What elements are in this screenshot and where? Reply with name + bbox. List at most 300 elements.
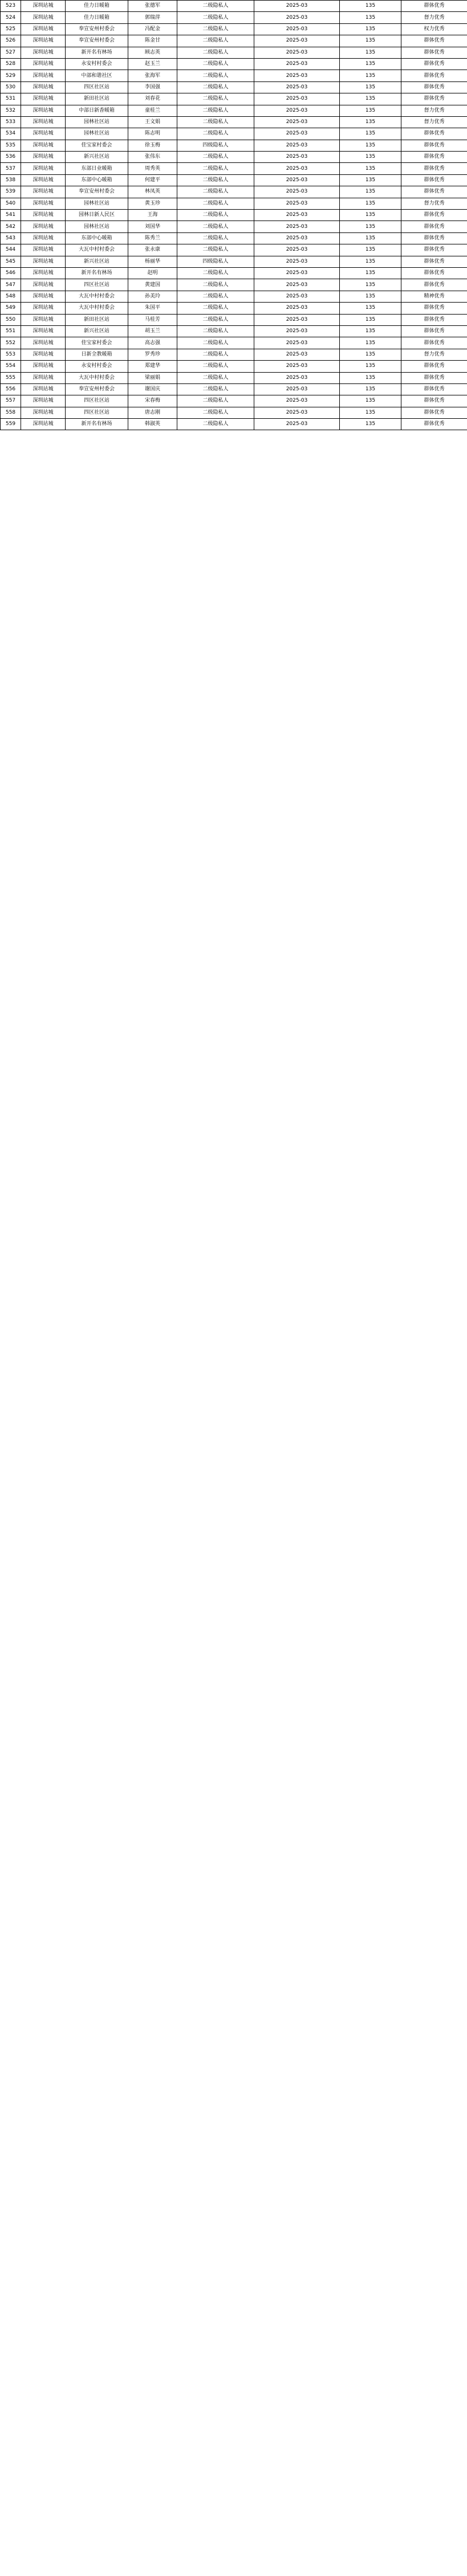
year-month: 2025-03 <box>254 12 340 23</box>
unit-name: 新田社区站 <box>66 93 128 105</box>
rating-label: 群体优秀 <box>401 93 467 105</box>
person-name: 郑建华 <box>128 361 177 372</box>
amount-value: 135 <box>340 174 401 186</box>
row-number: 556 <box>1 383 21 395</box>
amount-value: 135 <box>340 361 401 372</box>
amount-value: 135 <box>340 198 401 209</box>
unit-name: 日新全教暖箱 <box>66 349 128 360</box>
table-row <box>1 198 467 209</box>
row-number: 531 <box>1 93 21 105</box>
amount-value: 135 <box>340 279 401 291</box>
person-name: 李国强 <box>128 81 177 93</box>
region-name: 深圳站城 <box>21 23 66 35</box>
person-name: 孙美玲 <box>128 291 177 302</box>
table-row <box>1 70 467 81</box>
region-name: 深圳站城 <box>21 244 66 256</box>
rating-label: 权力优秀 <box>401 23 467 35</box>
rating-label: 群体优秀 <box>401 372 467 383</box>
table-row <box>1 140 467 151</box>
rating-label: 群体优秀 <box>401 244 467 256</box>
row-number: 557 <box>1 395 21 407</box>
category-label: 四级隐私人 <box>177 256 254 267</box>
unit-name: 东部中心暖箱 <box>66 232 128 244</box>
category-label: 二级隐私人 <box>177 407 254 418</box>
row-number: 553 <box>1 349 21 360</box>
year-month: 2025-03 <box>254 105 340 116</box>
unit-name: 大瓦中村村委会 <box>66 303 128 314</box>
amount-value: 135 <box>340 116 401 128</box>
category-label: 二级隐私人 <box>177 152 254 163</box>
table-row <box>1 267 467 279</box>
category-label: 二级隐私人 <box>177 314 254 325</box>
rating-label: 群体优秀 <box>401 232 467 244</box>
table-row <box>1 407 467 418</box>
person-name: 张海军 <box>128 70 177 81</box>
year-month: 2025-03 <box>254 174 340 186</box>
row-number: 548 <box>1 291 21 302</box>
region-name: 深圳站城 <box>21 314 66 325</box>
row-number: 523 <box>1 1 21 12</box>
unit-name: 园林社区站 <box>66 198 128 209</box>
region-name: 深圳站城 <box>21 291 66 302</box>
unit-name: 新兴社区站 <box>66 256 128 267</box>
table-row <box>1 337 467 349</box>
person-name: 杨丽华 <box>128 256 177 267</box>
table-row <box>1 186 467 198</box>
row-number: 529 <box>1 70 21 81</box>
rating-label: 群体优秀 <box>401 186 467 198</box>
table-row <box>1 105 467 116</box>
region-name: 深圳站城 <box>21 210 66 221</box>
unit-name: 园林社区站 <box>66 221 128 232</box>
amount-value: 135 <box>340 70 401 81</box>
amount-value: 135 <box>340 349 401 360</box>
row-number: 545 <box>1 256 21 267</box>
rating-label: 群体优秀 <box>401 210 467 221</box>
year-month: 2025-03 <box>254 349 340 360</box>
category-label: 二级隐私人 <box>177 361 254 372</box>
row-number: 524 <box>1 12 21 23</box>
region-name: 深圳站城 <box>21 93 66 105</box>
amount-value: 135 <box>340 163 401 174</box>
row-number: 550 <box>1 314 21 325</box>
region-name: 深圳站城 <box>21 372 66 383</box>
row-number: 544 <box>1 244 21 256</box>
region-name: 深圳站城 <box>21 349 66 360</box>
amount-value: 135 <box>340 12 401 23</box>
region-name: 深圳站城 <box>21 70 66 81</box>
roster-table-body <box>1 1 467 430</box>
table-row <box>1 47 467 58</box>
row-number: 538 <box>1 174 21 186</box>
table-row <box>1 152 467 163</box>
row-number: 525 <box>1 23 21 35</box>
year-month: 2025-03 <box>254 419 340 430</box>
year-month: 2025-03 <box>254 1 340 12</box>
table-row <box>1 303 467 314</box>
person-name: 林凤英 <box>128 186 177 198</box>
rating-label: 群体优秀 <box>401 337 467 349</box>
rating-label: 群体优秀 <box>401 419 467 430</box>
unit-name: 园林日新人民区 <box>66 210 128 221</box>
table-row <box>1 383 467 395</box>
category-label: 二级隐私人 <box>177 279 254 291</box>
table-row <box>1 174 467 186</box>
category-label: 二级隐私人 <box>177 267 254 279</box>
category-label: 二级隐私人 <box>177 128 254 140</box>
rating-label: 群体优秀 <box>401 128 467 140</box>
row-number: 554 <box>1 361 21 372</box>
year-month: 2025-03 <box>254 58 340 70</box>
rating-label: 群体优秀 <box>401 47 467 58</box>
row-number: 551 <box>1 325 21 337</box>
table-row <box>1 279 467 291</box>
amount-value: 135 <box>340 186 401 198</box>
year-month: 2025-03 <box>254 372 340 383</box>
person-name: 陈金甘 <box>128 35 177 47</box>
category-label: 二级隐私人 <box>177 116 254 128</box>
unit-name: 新兴社区站 <box>66 152 128 163</box>
category-label: 二级隐私人 <box>177 337 254 349</box>
region-name: 深圳站城 <box>21 81 66 93</box>
amount-value: 135 <box>340 395 401 407</box>
row-number: 541 <box>1 210 21 221</box>
row-number: 540 <box>1 198 21 209</box>
row-number: 558 <box>1 407 21 418</box>
category-label: 二级隐私人 <box>177 47 254 58</box>
amount-value: 135 <box>340 383 401 395</box>
person-name: 刘春花 <box>128 93 177 105</box>
region-name: 深圳站城 <box>21 198 66 209</box>
person-name: 陈志明 <box>128 128 177 140</box>
year-month: 2025-03 <box>254 244 340 256</box>
region-name: 深圳站城 <box>21 325 66 337</box>
row-number: 532 <box>1 105 21 116</box>
row-number: 534 <box>1 128 21 140</box>
rating-label: 群体优秀 <box>401 1 467 12</box>
year-month: 2025-03 <box>254 256 340 267</box>
person-name: 周秀英 <box>128 163 177 174</box>
region-name: 深圳站城 <box>21 128 66 140</box>
year-month: 2025-03 <box>254 93 340 105</box>
person-name: 赵玉兰 <box>128 58 177 70</box>
person-name: 张德军 <box>128 1 177 12</box>
rating-label: 督力优秀 <box>401 198 467 209</box>
row-number: 527 <box>1 47 21 58</box>
category-label: 二级隐私人 <box>177 81 254 93</box>
table-row <box>1 349 467 360</box>
unit-name: 大瓦中村村委会 <box>66 372 128 383</box>
amount-value: 135 <box>340 47 401 58</box>
unit-name: 大瓦中村村委会 <box>66 291 128 302</box>
unit-name: 新开名有林场 <box>66 47 128 58</box>
region-name: 深圳站城 <box>21 163 66 174</box>
table-row <box>1 314 467 325</box>
person-name: 罗秀珍 <box>128 349 177 360</box>
category-label: 二级隐私人 <box>177 210 254 221</box>
unit-name: 四区社区站 <box>66 395 128 407</box>
year-month: 2025-03 <box>254 23 340 35</box>
rating-label: 督力优秀 <box>401 105 467 116</box>
rating-label: 群体优秀 <box>401 279 467 291</box>
row-number: 559 <box>1 419 21 430</box>
region-name: 深圳站城 <box>21 152 66 163</box>
amount-value: 135 <box>340 152 401 163</box>
amount-value: 135 <box>340 314 401 325</box>
rating-label: 群体优秀 <box>401 383 467 395</box>
table-row <box>1 163 467 174</box>
unit-name: 永安村村委会 <box>66 58 128 70</box>
year-month: 2025-03 <box>254 314 340 325</box>
category-label: 二级隐私人 <box>177 12 254 23</box>
rating-label: 精神优秀 <box>401 291 467 302</box>
category-label: 二级隐私人 <box>177 349 254 360</box>
rating-label: 群体优秀 <box>401 35 467 47</box>
amount-value: 135 <box>340 303 401 314</box>
region-name: 深圳站城 <box>21 361 66 372</box>
row-number: 536 <box>1 152 21 163</box>
row-number: 546 <box>1 267 21 279</box>
year-month: 2025-03 <box>254 232 340 244</box>
year-month: 2025-03 <box>254 291 340 302</box>
year-month: 2025-03 <box>254 395 340 407</box>
region-name: 深圳站城 <box>21 186 66 198</box>
region-name: 深圳站城 <box>21 12 66 23</box>
year-month: 2025-03 <box>254 35 340 47</box>
person-name: 童桂兰 <box>128 105 177 116</box>
year-month: 2025-03 <box>254 210 340 221</box>
rating-label: 群体优秀 <box>401 152 467 163</box>
table-row <box>1 232 467 244</box>
rating-label: 群体优秀 <box>401 81 467 93</box>
amount-value: 135 <box>340 140 401 151</box>
region-name: 深圳站城 <box>21 256 66 267</box>
amount-value: 135 <box>340 267 401 279</box>
person-name: 顾志英 <box>128 47 177 58</box>
amount-value: 135 <box>340 128 401 140</box>
unit-name: 新兴社区站 <box>66 325 128 337</box>
region-name: 深圳站城 <box>21 279 66 291</box>
category-label: 四级隐私人 <box>177 140 254 151</box>
year-month: 2025-03 <box>254 186 340 198</box>
table-row <box>1 58 467 70</box>
person-name: 陈秀兰 <box>128 232 177 244</box>
unit-name: 中部和谐社区 <box>66 70 128 81</box>
category-label: 二级隐私人 <box>177 163 254 174</box>
region-name: 深圳站城 <box>21 383 66 395</box>
year-month: 2025-03 <box>254 407 340 418</box>
person-name: 王文娟 <box>128 116 177 128</box>
row-number: 530 <box>1 81 21 93</box>
year-month: 2025-03 <box>254 81 340 93</box>
amount-value: 135 <box>340 407 401 418</box>
region-name: 深圳站城 <box>21 140 66 151</box>
unit-name: 中部日新香暖箱 <box>66 105 128 116</box>
year-month: 2025-03 <box>254 325 340 337</box>
unit-name: 四区社区站 <box>66 81 128 93</box>
year-month: 2025-03 <box>254 128 340 140</box>
table-row <box>1 93 467 105</box>
table-row <box>1 128 467 140</box>
rating-label: 群体优秀 <box>401 361 467 372</box>
person-name: 刘国华 <box>128 221 177 232</box>
person-name: 朱国平 <box>128 303 177 314</box>
unit-name: 大瓦中村村委会 <box>66 244 128 256</box>
amount-value: 135 <box>340 221 401 232</box>
table-row <box>1 35 467 47</box>
row-number: 535 <box>1 140 21 151</box>
region-name: 深圳站城 <box>21 407 66 418</box>
category-label: 二级隐私人 <box>177 105 254 116</box>
table-row <box>1 325 467 337</box>
person-name: 何建平 <box>128 174 177 186</box>
year-month: 2025-03 <box>254 70 340 81</box>
rating-label: 群体优秀 <box>401 325 467 337</box>
region-name: 深圳站城 <box>21 337 66 349</box>
table-row <box>1 1 467 12</box>
table-row <box>1 81 467 93</box>
person-name: 马桂芳 <box>128 314 177 325</box>
category-label: 二级隐私人 <box>177 221 254 232</box>
year-month: 2025-03 <box>254 383 340 395</box>
rating-label: 群体优秀 <box>401 395 467 407</box>
category-label: 二级隐私人 <box>177 291 254 302</box>
category-label: 二级隐私人 <box>177 232 254 244</box>
table-row <box>1 291 467 302</box>
rating-label: 群体优秀 <box>401 407 467 418</box>
rating-label: 督力优秀 <box>401 349 467 360</box>
unit-name: 佳宝家村委会 <box>66 140 128 151</box>
row-number: 543 <box>1 232 21 244</box>
year-month: 2025-03 <box>254 198 340 209</box>
category-label: 二级隐私人 <box>177 1 254 12</box>
category-label: 二级隐私人 <box>177 70 254 81</box>
table-row <box>1 372 467 383</box>
region-name: 深圳站城 <box>21 419 66 430</box>
unit-name: 东部日业暖箱 <box>66 163 128 174</box>
table-row <box>1 244 467 256</box>
amount-value: 135 <box>340 291 401 302</box>
amount-value: 135 <box>340 244 401 256</box>
rating-label: 群体优秀 <box>401 314 467 325</box>
region-name: 深圳站城 <box>21 232 66 244</box>
year-month: 2025-03 <box>254 163 340 174</box>
category-label: 二级隐私人 <box>177 303 254 314</box>
person-name: 宋春梅 <box>128 395 177 407</box>
person-name: 冯配金 <box>128 23 177 35</box>
roster-table <box>0 0 467 430</box>
person-name: 黄玉珍 <box>128 198 177 209</box>
unit-name: 新开名有林场 <box>66 419 128 430</box>
amount-value: 135 <box>340 419 401 430</box>
table-row <box>1 395 467 407</box>
unit-name: 园林社区站 <box>66 116 128 128</box>
year-month: 2025-03 <box>254 116 340 128</box>
year-month: 2025-03 <box>254 47 340 58</box>
region-name: 深圳站城 <box>21 58 66 70</box>
unit-name: 新开名有林场 <box>66 267 128 279</box>
unit-name: 四区社区站 <box>66 279 128 291</box>
rating-label: 群体优秀 <box>401 174 467 186</box>
category-label: 二级隐私人 <box>177 93 254 105</box>
unit-name: 四区社区站 <box>66 407 128 418</box>
row-number: 528 <box>1 58 21 70</box>
unit-name: 奉宣安州村委会 <box>66 186 128 198</box>
amount-value: 135 <box>340 337 401 349</box>
person-name: 张永康 <box>128 244 177 256</box>
amount-value: 135 <box>340 256 401 267</box>
rating-label: 群体优秀 <box>401 267 467 279</box>
region-name: 深圳站城 <box>21 174 66 186</box>
category-label: 二级隐私人 <box>177 198 254 209</box>
table-row <box>1 116 467 128</box>
category-label: 二级隐私人 <box>177 58 254 70</box>
region-name: 深圳站城 <box>21 267 66 279</box>
year-month: 2025-03 <box>254 221 340 232</box>
rating-label: 群体优秀 <box>401 163 467 174</box>
amount-value: 135 <box>340 210 401 221</box>
year-month: 2025-03 <box>254 337 340 349</box>
year-month: 2025-03 <box>254 140 340 151</box>
amount-value: 135 <box>340 1 401 12</box>
person-name: 谢国庆 <box>128 383 177 395</box>
unit-name: 新田社区站 <box>66 314 128 325</box>
person-name: 唐志刚 <box>128 407 177 418</box>
person-name: 黄建国 <box>128 279 177 291</box>
year-month: 2025-03 <box>254 267 340 279</box>
amount-value: 135 <box>340 325 401 337</box>
rating-label: 群体优秀 <box>401 58 467 70</box>
year-month: 2025-03 <box>254 361 340 372</box>
rating-label: 督力优秀 <box>401 116 467 128</box>
amount-value: 135 <box>340 105 401 116</box>
amount-value: 135 <box>340 93 401 105</box>
year-month: 2025-03 <box>254 279 340 291</box>
rating-label: 群体优秀 <box>401 303 467 314</box>
amount-value: 135 <box>340 23 401 35</box>
year-month: 2025-03 <box>254 303 340 314</box>
region-name: 深圳站城 <box>21 395 66 407</box>
person-name: 徐玉梅 <box>128 140 177 151</box>
category-label: 二级隐私人 <box>177 419 254 430</box>
row-number: 542 <box>1 221 21 232</box>
category-label: 二级隐私人 <box>177 325 254 337</box>
unit-name: 佳宝家村委会 <box>66 337 128 349</box>
region-name: 深圳站城 <box>21 47 66 58</box>
person-name: 王海 <box>128 210 177 221</box>
rating-label: 群体优秀 <box>401 256 467 267</box>
region-name: 深圳站城 <box>21 105 66 116</box>
unit-name: 奉宣安州村委会 <box>66 35 128 47</box>
row-number: 555 <box>1 372 21 383</box>
row-number: 547 <box>1 279 21 291</box>
amount-value: 135 <box>340 35 401 47</box>
unit-name: 园林社区站 <box>66 128 128 140</box>
person-name: 郭瑞萍 <box>128 12 177 23</box>
category-label: 二级隐私人 <box>177 174 254 186</box>
unit-name: 佳力日暖箱 <box>66 1 128 12</box>
table-row <box>1 256 467 267</box>
row-number: 533 <box>1 116 21 128</box>
row-number: 526 <box>1 35 21 47</box>
region-name: 深圳站城 <box>21 303 66 314</box>
rating-label: 群体优秀 <box>401 140 467 151</box>
category-label: 二级隐私人 <box>177 383 254 395</box>
person-name: 张伟东 <box>128 152 177 163</box>
rating-label: 群体优秀 <box>401 221 467 232</box>
person-name: 韩淑英 <box>128 419 177 430</box>
unit-name: 佳力日暖箱 <box>66 12 128 23</box>
